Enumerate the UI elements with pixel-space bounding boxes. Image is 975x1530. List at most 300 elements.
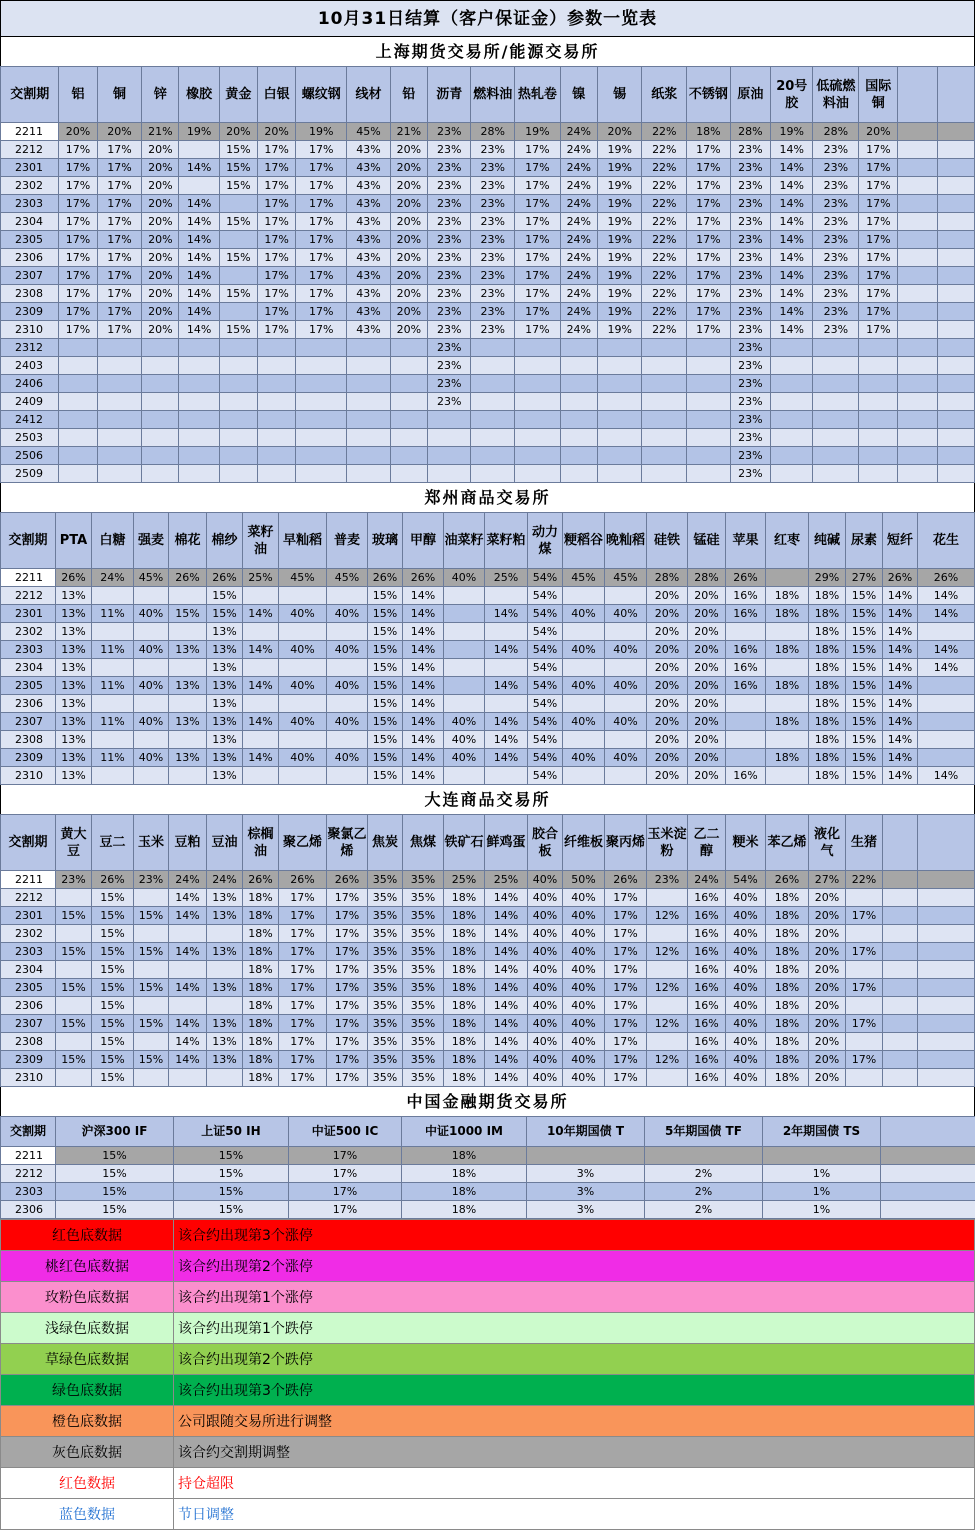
margin-rate-cell: 20%	[647, 623, 688, 641]
margin-rate-cell: 24%	[560, 195, 597, 213]
margin-rate-cell: 43%	[347, 159, 391, 177]
margin-rate-cell	[56, 925, 92, 943]
legend-row	[1, 1220, 975, 1251]
product-header: 纯碱	[809, 513, 846, 569]
margin-rate-cell	[937, 411, 974, 429]
delivery-period-cell: 2310	[1, 767, 56, 785]
product-header: 聚氯乙烯	[327, 815, 368, 871]
margin-rate-cell	[881, 1201, 975, 1219]
margin-rate-cell: 15%	[169, 605, 207, 623]
margin-rate-cell	[279, 659, 327, 677]
margin-rate-cell: 17%	[515, 267, 561, 285]
margin-rate-cell: 17%	[859, 249, 898, 267]
margin-rate-cell: 20%	[688, 767, 726, 785]
margin-rate-cell	[97, 465, 142, 483]
margin-rate-cell: 14%	[485, 1069, 528, 1087]
margin-rate-cell	[937, 357, 974, 375]
margin-rate-cell: 26%	[56, 569, 92, 587]
delivery-period-cell: 2412	[1, 411, 59, 429]
margin-rate-cell	[327, 587, 368, 605]
margin-rate-cell: 17%	[859, 213, 898, 231]
margin-rate-cell	[642, 429, 687, 447]
margin-rate-cell: 22%	[846, 871, 883, 889]
margin-rate-cell: 17%	[846, 979, 883, 997]
margin-rate-cell	[918, 623, 975, 641]
product-header: 2年期国债 TS	[763, 1117, 881, 1147]
margin-rate-cell: 18%	[766, 907, 809, 925]
margin-rate-cell: 17%	[296, 141, 347, 159]
margin-rate-cell: 20%	[688, 641, 726, 659]
margin-rate-cell: 17%	[605, 907, 647, 925]
margin-rate-cell: 45%	[279, 569, 327, 587]
margin-rate-cell	[142, 429, 179, 447]
margin-rate-cell	[813, 447, 859, 465]
delivery-period-cell: 2301	[1, 159, 59, 177]
margin-rate-cell: 21%	[390, 123, 427, 141]
margin-rate-cell: 23%	[813, 231, 859, 249]
margin-rate-cell: 23%	[730, 285, 770, 303]
margin-rate-cell: 18%	[243, 961, 279, 979]
margin-rate-cell: 18%	[444, 943, 485, 961]
margin-rate-cell: 15%	[92, 961, 134, 979]
margin-rate-cell	[471, 447, 515, 465]
legend-row	[1, 1499, 975, 1530]
margin-rate-cell: 19%	[597, 141, 642, 159]
margin-rate-cell	[898, 447, 937, 465]
margin-rate-cell: 40%	[327, 749, 368, 767]
margin-rate-cell	[647, 997, 688, 1015]
margin-rate-cell: 18%	[809, 713, 846, 731]
margin-rate-cell: 16%	[688, 943, 726, 961]
product-header	[883, 815, 918, 871]
margin-rate-cell: 40%	[444, 749, 485, 767]
margin-rate-cell	[471, 411, 515, 429]
margin-rate-cell	[560, 411, 597, 429]
margin-rate-cell	[563, 695, 605, 713]
margin-rate-cell: 14%	[403, 767, 444, 785]
margin-rate-cell	[898, 285, 937, 303]
margin-rate-cell: 23%	[471, 231, 515, 249]
margin-rate-cell: 15%	[368, 695, 403, 713]
margin-rate-cell: 15%	[219, 213, 257, 231]
margin-rate-cell	[515, 357, 561, 375]
margin-rate-cell	[134, 695, 169, 713]
margin-rate-cell	[296, 447, 347, 465]
margin-rate-cell: 17%	[515, 303, 561, 321]
table-row	[1, 447, 975, 465]
margin-rate-cell	[207, 1069, 243, 1087]
margin-rate-cell	[918, 1015, 975, 1033]
legend-label: 桃红色底数据	[1, 1251, 174, 1282]
margin-rate-cell: 17%	[327, 889, 368, 907]
margin-rate-cell	[918, 979, 975, 997]
margin-rate-cell: 13%	[56, 731, 92, 749]
margin-rate-cell	[937, 231, 974, 249]
margin-rate-cell: 15%	[134, 907, 169, 925]
margin-rate-cell	[687, 411, 731, 429]
margin-rate-cell: 14%	[403, 659, 444, 677]
margin-rate-cell: 17%	[327, 943, 368, 961]
margin-rate-cell: 35%	[403, 979, 444, 997]
table-row	[1, 393, 975, 411]
margin-rate-cell: 14%	[918, 641, 975, 659]
table-row	[1, 997, 975, 1015]
margin-rate-cell	[169, 925, 207, 943]
margin-rate-cell: 18%	[402, 1183, 527, 1201]
margin-rate-cell: 18%	[243, 1069, 279, 1087]
margin-rate-cell: 54%	[528, 659, 563, 677]
margin-rate-cell: 40%	[279, 641, 327, 659]
margin-rate-cell: 18%	[809, 623, 846, 641]
legend-label: 蓝色数据	[1, 1499, 174, 1530]
margin-rate-cell: 45%	[134, 569, 169, 587]
margin-rate-cell: 13%	[207, 889, 243, 907]
margin-rate-cell: 17%	[59, 267, 97, 285]
product-header: 棉纱	[207, 513, 243, 569]
margin-rate-cell: 17%	[859, 321, 898, 339]
margin-rate-cell: 14%	[485, 889, 528, 907]
margin-rate-cell	[390, 393, 427, 411]
product-header: 玉米	[134, 815, 169, 871]
margin-rate-cell: 15%	[174, 1201, 289, 1219]
margin-rate-cell: 40%	[605, 641, 647, 659]
margin-rate-cell: 18%	[402, 1201, 527, 1219]
margin-rate-cell: 19%	[515, 123, 561, 141]
margin-rate-cell: 23%	[427, 159, 471, 177]
table-row	[1, 641, 975, 659]
margin-rate-cell	[605, 767, 647, 785]
margin-rate-cell	[846, 961, 883, 979]
margin-rate-cell: 20%	[688, 713, 726, 731]
product-header: 螺纹钢	[296, 67, 347, 123]
margin-rate-cell: 40%	[444, 731, 485, 749]
margin-rate-cell: 17%	[515, 321, 561, 339]
margin-rate-cell: 35%	[368, 1015, 403, 1033]
margin-rate-cell: 17%	[687, 249, 731, 267]
product-header: 聚乙烯	[279, 815, 327, 871]
margin-rate-cell: 40%	[563, 641, 605, 659]
margin-rate-cell	[485, 587, 528, 605]
margin-rate-cell: 15%	[368, 659, 403, 677]
margin-rate-cell: 11%	[92, 605, 134, 623]
product-header: 橡胶	[179, 67, 219, 123]
margin-rate-cell	[766, 659, 809, 677]
margin-rate-cell: 26%	[605, 871, 647, 889]
margin-rate-cell: 23%	[647, 871, 688, 889]
margin-rate-cell	[92, 659, 134, 677]
margin-rate-cell	[444, 659, 485, 677]
margin-rate-cell: 24%	[560, 141, 597, 159]
margin-rate-cell: 35%	[368, 961, 403, 979]
table-row	[1, 177, 975, 195]
delivery-period-cell: 2307	[1, 713, 56, 731]
margin-rate-cell: 15%	[846, 641, 883, 659]
delivery-period-cell: 2212	[1, 141, 59, 159]
margin-rate-cell	[134, 623, 169, 641]
margin-rate-cell: 40%	[563, 997, 605, 1015]
margin-rate-cell: 40%	[528, 889, 563, 907]
margin-rate-cell	[560, 375, 597, 393]
margin-rate-cell: 23%	[730, 447, 770, 465]
margin-rate-cell: 22%	[642, 231, 687, 249]
margin-rate-cell	[918, 677, 975, 695]
margin-rate-cell	[258, 465, 296, 483]
margin-rate-cell: 17%	[289, 1201, 402, 1219]
margin-rate-cell: 15%	[134, 1015, 169, 1033]
margin-rate-cell: 40%	[279, 749, 327, 767]
margin-rate-cell: 17%	[97, 231, 142, 249]
margin-rate-cell: 20%	[688, 587, 726, 605]
margin-rate-cell	[219, 303, 257, 321]
product-header: 10年期国债 T	[527, 1117, 645, 1147]
product-header: 燃料油	[471, 67, 515, 123]
margin-rate-cell	[937, 123, 974, 141]
margin-rate-cell: 17%	[515, 231, 561, 249]
margin-rate-cell: 19%	[179, 123, 219, 141]
margin-rate-cell: 17%	[296, 285, 347, 303]
margin-rate-cell: 40%	[327, 641, 368, 659]
margin-rate-cell	[219, 195, 257, 213]
margin-rate-cell: 40%	[528, 979, 563, 997]
margin-rate-cell: 23%	[427, 357, 471, 375]
margin-rate-cell: 23%	[427, 123, 471, 141]
margin-rate-cell: 13%	[207, 943, 243, 961]
table-row	[1, 1033, 975, 1051]
margin-rate-cell: 17%	[846, 943, 883, 961]
margin-rate-cell	[937, 429, 974, 447]
margin-rate-cell	[687, 447, 731, 465]
margin-rate-cell: 24%	[207, 871, 243, 889]
margin-rate-cell: 20%	[688, 731, 726, 749]
margin-rate-cell: 23%	[813, 321, 859, 339]
margin-rate-cell: 23%	[471, 141, 515, 159]
margin-rate-cell	[258, 411, 296, 429]
margin-rate-cell	[243, 659, 279, 677]
margin-rate-cell	[142, 357, 179, 375]
margin-rate-cell	[766, 695, 809, 713]
margin-rate-cell: 14%	[883, 731, 918, 749]
margin-rate-cell	[883, 961, 918, 979]
margin-rate-cell: 2%	[645, 1183, 763, 1201]
margin-rate-cell: 24%	[169, 871, 207, 889]
margin-rate-cell	[813, 375, 859, 393]
margin-rate-cell: 17%	[279, 997, 327, 1015]
margin-rate-cell: 13%	[207, 1015, 243, 1033]
margin-rate-cell: 23%	[813, 177, 859, 195]
margin-rate-cell: 14%	[169, 1051, 207, 1069]
margin-rate-cell: 13%	[56, 587, 92, 605]
delivery-period-cell: 2308	[1, 285, 59, 303]
table-row	[1, 303, 975, 321]
margin-rate-cell: 17%	[687, 213, 731, 231]
margin-rate-cell	[296, 339, 347, 357]
margin-rate-cell: 13%	[207, 1051, 243, 1069]
table-row	[1, 249, 975, 267]
margin-rate-cell: 35%	[368, 1069, 403, 1087]
margin-rate-cell: 13%	[207, 1033, 243, 1051]
margin-rate-cell: 40%	[726, 961, 766, 979]
margin-rate-cell: 17%	[59, 195, 97, 213]
margin-rate-cell	[347, 411, 391, 429]
margin-rate-cell: 35%	[368, 943, 403, 961]
margin-rate-cell: 14%	[485, 1051, 528, 1069]
margin-rate-cell	[597, 429, 642, 447]
margin-rate-cell	[169, 587, 207, 605]
margin-rate-cell: 17%	[289, 1165, 402, 1183]
margin-rate-cell: 15%	[219, 249, 257, 267]
legend-description: 该合约出现第3个跌停	[174, 1375, 975, 1406]
margin-rate-cell	[279, 587, 327, 605]
margin-rate-cell: 23%	[427, 267, 471, 285]
margin-rate-cell: 14%	[485, 641, 528, 659]
margin-rate-cell: 40%	[563, 605, 605, 623]
margin-rate-cell	[515, 465, 561, 483]
margin-rate-cell	[647, 1069, 688, 1087]
margin-rate-cell	[642, 375, 687, 393]
margin-rate-cell: 23%	[134, 871, 169, 889]
margin-rate-cell	[687, 465, 731, 483]
margin-rate-cell: 20%	[97, 123, 142, 141]
margin-rate-cell: 17%	[605, 1033, 647, 1051]
margin-rate-cell	[258, 375, 296, 393]
margin-rate-cell: 17%	[59, 321, 97, 339]
table-row	[1, 979, 975, 997]
margin-rate-cell	[813, 429, 859, 447]
margin-rate-cell: 23%	[813, 285, 859, 303]
margin-rate-cell: 23%	[813, 195, 859, 213]
margin-rate-cell	[258, 429, 296, 447]
margin-rate-cell: 17%	[687, 231, 731, 249]
margin-rate-cell: 19%	[296, 123, 347, 141]
delivery-period-cell: 2304	[1, 213, 59, 231]
margin-rate-cell: 17%	[59, 141, 97, 159]
margin-rate-cell	[56, 961, 92, 979]
margin-rate-cell: 23%	[427, 195, 471, 213]
margin-rate-cell	[485, 767, 528, 785]
margin-rate-cell: 23%	[730, 321, 770, 339]
margin-rate-cell	[647, 1033, 688, 1051]
margin-rate-cell: 54%	[726, 871, 766, 889]
margin-rate-cell: 15%	[56, 979, 92, 997]
margin-rate-cell: 23%	[730, 303, 770, 321]
margin-rate-cell: 43%	[347, 177, 391, 195]
margin-rate-cell	[347, 429, 391, 447]
margin-rate-cell	[937, 447, 974, 465]
margin-rate-cell	[179, 447, 219, 465]
margin-rate-cell: 24%	[560, 123, 597, 141]
margin-rate-cell: 35%	[368, 871, 403, 889]
margin-rate-cell: 17%	[515, 213, 561, 231]
margin-rate-cell: 19%	[597, 321, 642, 339]
margin-rate-cell	[918, 997, 975, 1015]
margin-rate-cell: 23%	[471, 177, 515, 195]
margin-rate-cell: 40%	[134, 713, 169, 731]
margin-rate-cell	[766, 767, 809, 785]
margin-rate-cell: 18%	[766, 749, 809, 767]
margin-rate-cell	[134, 659, 169, 677]
margin-rate-cell: 14%	[179, 213, 219, 231]
product-header: 棕榈油	[243, 815, 279, 871]
margin-rate-cell	[134, 961, 169, 979]
margin-rate-cell: 18%	[243, 907, 279, 925]
margin-rate-cell: 15%	[846, 767, 883, 785]
margin-rate-cell	[605, 623, 647, 641]
margin-rate-cell: 17%	[859, 159, 898, 177]
margin-rate-cell: 14%	[179, 159, 219, 177]
margin-rate-cell: 40%	[563, 1069, 605, 1087]
margin-rate-cell: 23%	[730, 465, 770, 483]
margin-rate-cell: 35%	[403, 997, 444, 1015]
margin-rate-cell	[937, 177, 974, 195]
margin-rate-cell: 16%	[726, 659, 766, 677]
margin-rate-cell: 45%	[605, 569, 647, 587]
margin-rate-cell: 40%	[605, 749, 647, 767]
margin-rate-cell: 3%	[527, 1183, 645, 1201]
margin-rate-cell	[560, 357, 597, 375]
margin-rate-cell	[258, 447, 296, 465]
margin-rate-cell: 40%	[563, 713, 605, 731]
margin-rate-cell	[279, 767, 327, 785]
margin-rate-cell	[134, 587, 169, 605]
margin-rate-cell: 26%	[327, 871, 368, 889]
margin-rate-cell: 14%	[883, 587, 918, 605]
product-header: 镍	[560, 67, 597, 123]
margin-rate-cell: 17%	[258, 213, 296, 231]
margin-rate-cell: 17%	[327, 907, 368, 925]
product-header: 锰硅	[688, 513, 726, 569]
margin-rate-cell: 54%	[528, 587, 563, 605]
margin-rate-cell: 16%	[688, 997, 726, 1015]
margin-rate-cell: 1%	[763, 1165, 881, 1183]
margin-rate-cell: 40%	[726, 979, 766, 997]
delivery-period-cell: 2406	[1, 375, 59, 393]
delivery-period-cell: 2308	[1, 731, 56, 749]
margin-rate-cell	[142, 411, 179, 429]
margin-rate-cell: 25%	[243, 569, 279, 587]
margin-rate-cell	[243, 731, 279, 749]
margin-rate-cell: 14%	[485, 1033, 528, 1051]
margin-rate-cell: 17%	[258, 177, 296, 195]
product-header: 玉米淀粉	[647, 815, 688, 871]
margin-rate-cell	[515, 411, 561, 429]
margin-rate-cell: 35%	[368, 889, 403, 907]
margin-rate-cell	[243, 587, 279, 605]
margin-rate-cell	[560, 447, 597, 465]
margin-rate-cell: 15%	[56, 1147, 174, 1165]
margin-rate-cell: 23%	[730, 429, 770, 447]
delivery-period-cell: 2310	[1, 321, 59, 339]
margin-rate-cell: 43%	[347, 231, 391, 249]
product-header: 生猪	[846, 815, 883, 871]
margin-rate-cell: 17%	[258, 321, 296, 339]
header-row	[1, 67, 975, 123]
table-row	[1, 267, 975, 285]
margin-rate-cell: 23%	[730, 375, 770, 393]
margin-rate-cell: 14%	[485, 961, 528, 979]
table-row	[1, 411, 975, 429]
delivery-period-cell: 2303	[1, 943, 56, 961]
margin-rate-cell: 20%	[142, 321, 179, 339]
margin-rate-cell	[327, 695, 368, 713]
margin-rate-cell: 40%	[563, 1051, 605, 1069]
delivery-period-cell: 2309	[1, 749, 56, 767]
margin-rate-cell	[169, 767, 207, 785]
delivery-period-cell: 2509	[1, 465, 59, 483]
margin-rate-cell: 17%	[97, 177, 142, 195]
section-cffex	[0, 1087, 975, 1219]
margin-rate-cell: 40%	[605, 605, 647, 623]
margin-rate-cell: 20%	[142, 177, 179, 195]
